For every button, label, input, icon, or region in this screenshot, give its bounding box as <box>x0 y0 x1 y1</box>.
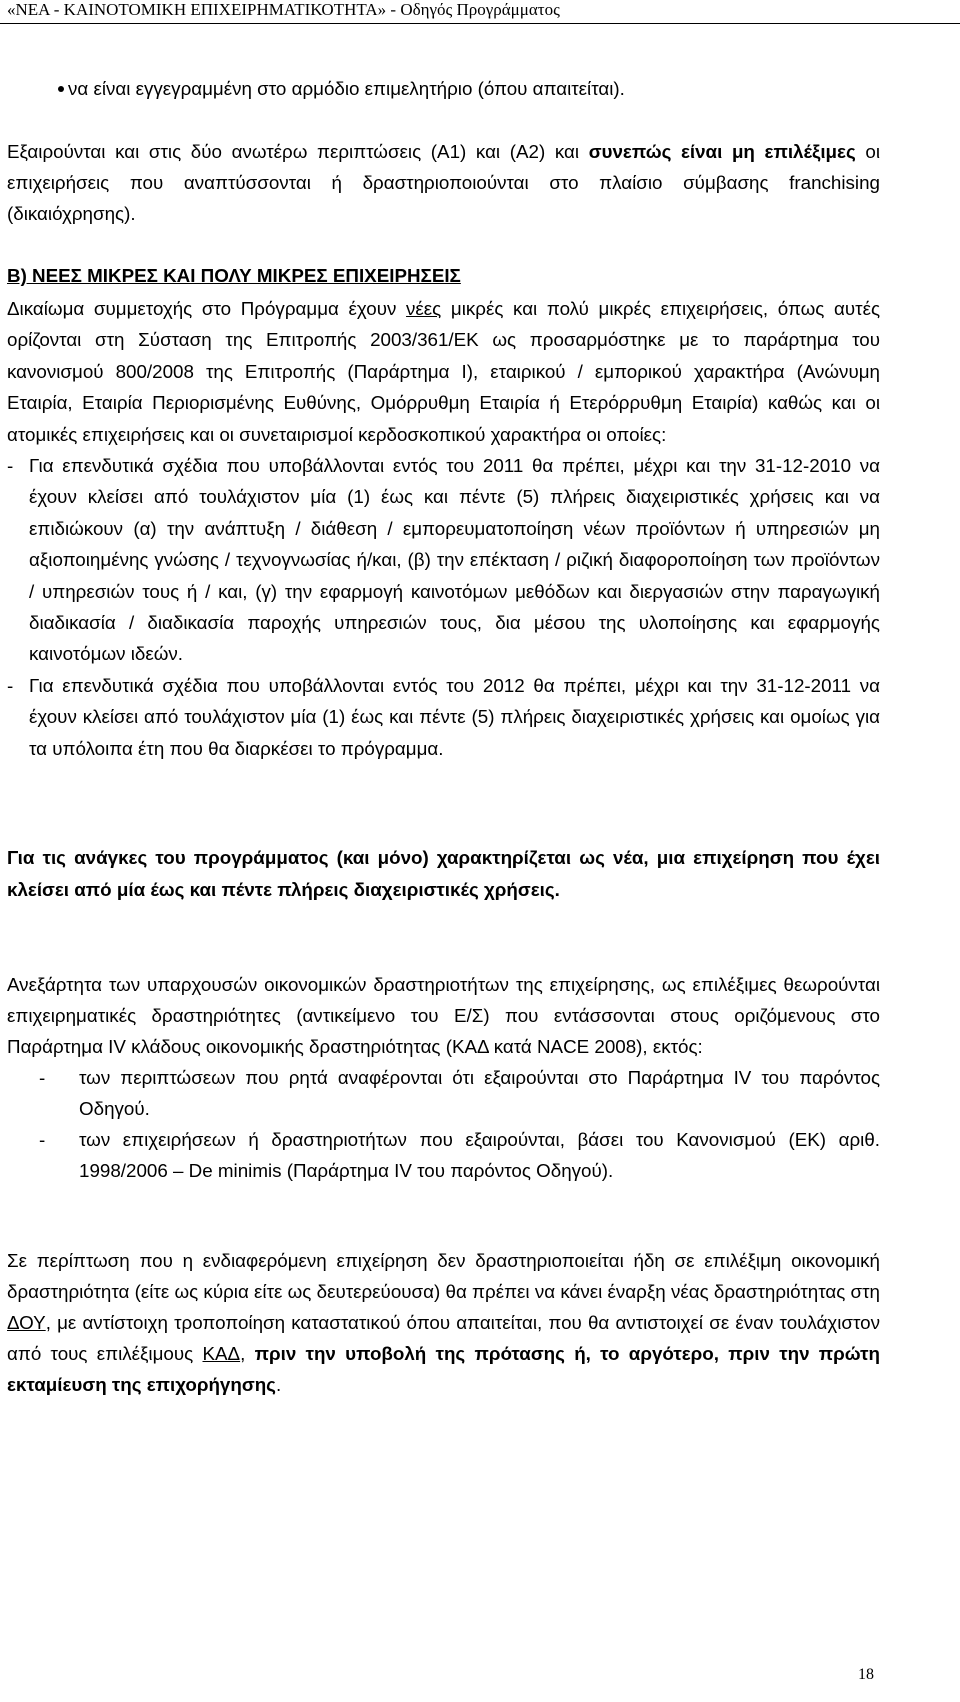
paragraph-text: μικρές και πολύ μικρές επιχειρήσεις, όπως αυτές ορίζονται στη Σύσταση της Επιτροπής 2003/361/ΕΚ ως προσαρμόστηκε με το παράρτημα του κανονισμού 800/2008 της Επιτροπής (Παράρτημα Ι), εταιρικού / εμπορικού χαρακτήρα (Ανώνυμη Εταιρία, Εταιρία Περιορισμένης Ευθύνης, Ομόρρυθμη Εταιρία ή Ετερόρρυθμη Εταιρία) καθώς και οι ατομικές επιχειρήσεις και οι συνεταιρισμοί κερδοσκοπικού χαρακτήρα οι οποίες: <box>7 298 880 445</box>
paragraph-text: , με αντίστοιχη τροποποίηση καταστατικού όπου απαιτείται, που θα αντιστοιχεί σε έναν τουλάχιστον από τους επιλέξιμους <box>7 1312 880 1364</box>
dash-marker: - <box>39 1129 46 1150</box>
header-rule <box>0 23 960 24</box>
bold-phrase: πριν την υποβολή της πρότασης ή, το αργότερο, πριν την πρώτη εκταμίευση της επιχορήγησης <box>7 1343 880 1395</box>
exceptions-list <box>7 1062 880 1186</box>
paragraph-new-activity <box>7 1245 880 1400</box>
dash-marker: - <box>39 1067 46 1088</box>
dash-marker: - <box>7 455 14 477</box>
bullet-icon <box>58 86 64 92</box>
list-item <box>39 1124 880 1186</box>
underlined-word: ΔΟΥ <box>7 1312 46 1333</box>
section-b-body <box>7 293 880 764</box>
underlined-word: νέες <box>406 298 442 319</box>
bullet-item: να είναι εγγεγραμμένη στο αρμόδιο επιμελητήριο (όπου απαιτείται). <box>68 78 625 99</box>
list-item-text: των περιπτώσεων που ρητά αναφέρονται ότι εξαιρούνται στο Παράρτημα IV του παρόντος Οδηγού. <box>79 1067 880 1119</box>
bold-definition: Για τις ανάγκες του προγράμματος (και μόνο) χαρακτηρίζεται ως νέα, μια επιχείρηση που έχει κλείσει από μία έως και πέντε πλήρεις διαχειριστικές χρήσεις. <box>7 847 880 900</box>
paragraph-eligible-activities <box>7 969 880 1186</box>
section-b-intro <box>7 293 880 450</box>
section-heading <box>7 262 880 290</box>
paragraph-text: Εξαιρούνται και στις δύο ανωτέρω περιπτώσεις (Α1) και (Α2) και <box>7 141 589 162</box>
page-number: 18 <box>858 1666 874 1683</box>
running-header: «ΝΕΑ - ΚΑΙΝΟΤΟΜΙΚΗ ΕΠΙΧΕΙΡΗΜΑΤΙΚΟΤΗΤΑ» - Οδηγός Προγράμματος <box>7 0 560 19</box>
list-item-text: των επιχειρήσεων ή δραστηριοτήτων που εξαιρούνται, βάσει του Κανονισμού (ΕΚ) αριθ. 1998/2006 – De minimis (Παράρτημα IV του παρόντος Οδηγού). <box>79 1129 880 1181</box>
paragraph-exclusions <box>7 136 880 229</box>
paragraph-text: , <box>240 1343 255 1364</box>
list-item-text: Για επενδυτικά σχέδια που υποβάλλονται εντός του 2012 θα πρέπει, μέχρι και την 31-12-2011 να έχουν κλείσει από τουλάχιστον μία (1) έως και πέντε (5) πλήρεις διαχειριστικές χρήσεις και ομοίως για τα υπόλοιπα έτη που θα διαρκέσει το πρόγραμμα. <box>29 674 880 759</box>
paragraph-text: οι επιχειρήσεις που αναπτύσσονται ή δραστηριοποιούνται στο πλαίσιο σύμβασης franchising (δικαιόχρησης). <box>7 141 880 224</box>
list-item <box>39 1062 880 1124</box>
paragraph-text: . <box>275 1374 282 1395</box>
underlined-word: ΚΑΔ <box>202 1343 241 1364</box>
list-item <box>7 450 880 670</box>
list-item <box>7 670 880 764</box>
paragraph-text: Σε περίπτωση που η ενδιαφερόμενη επιχείρηση δεν δραστηριοποιείται ήδη σε επιλέξιμη οικονομική δραστηριότητα (είτε ως κύρια είτε ως δευτερεύουσα) θα πρέπει να κάνει έναρξη νέας δραστηριότητας στη <box>7 1250 880 1302</box>
dash-marker: - <box>7 674 14 696</box>
bold-phrase: συνεπώς είναι μη επιλέξιμες <box>588 141 856 162</box>
section-heading-text: Β) ΝΕΕΣ ΜΙΚΡΕΣ ΚΑΙ ΠΟΛΥ ΜΙΚΡΕΣ ΕΠΙΧΕΙΡΗΣΕΙΣ <box>7 265 461 286</box>
paragraph-text: Δικαίωμα συμμετοχής στο Πρόγραμμα έχουν <box>7 298 407 319</box>
paragraph-text: Ανεξάρτητα των υπαρχουσών οικονομικών δραστηριοτήτων της επιχείρησης, ως επιλέξιμες θεωρούνται επιχειρηματικές δραστηριότητες (αντικείμενο του Ε/Σ) που εντάσσονται στους οριζόμενους στο Παράρτημα IV κλάδους οικονομικής δραστηριότητας (ΚΑΔ κατά NACE 2008), εκτός: <box>7 974 880 1057</box>
list-item-text: Για επενδυτικά σχέδια που υποβάλλονται εντός του 2011 θα πρέπει, μέχρι και την 31-12-2010 να έχουν κλείσει από τουλάχιστον μία (1) έως και πέντε (5) πλήρεις διαχειριστικές χρήσεις και να επιδιώκουν (α) την ανάπτυξη / διάθεση / εμπορευματοποίηση νέων προϊόντων ή υπηρεσιών μη αξιοποιημένης γνώσης / τεχνογνωσίας ή/και, (β) την επέκταση / ριζική διαφοροποίηση των προϊόντων / υπηρεσιών τους ή / και, (γ) την εφαρμογή καινοτόμων μεθόδων και διεργασιών στην παραγωγική διαδικασία / διαδικασία παροχής υπηρεσιών τους, δια μέσου της υλοποίησης και εφαρμογής καινοτόμων ιδεών. <box>29 455 880 665</box>
